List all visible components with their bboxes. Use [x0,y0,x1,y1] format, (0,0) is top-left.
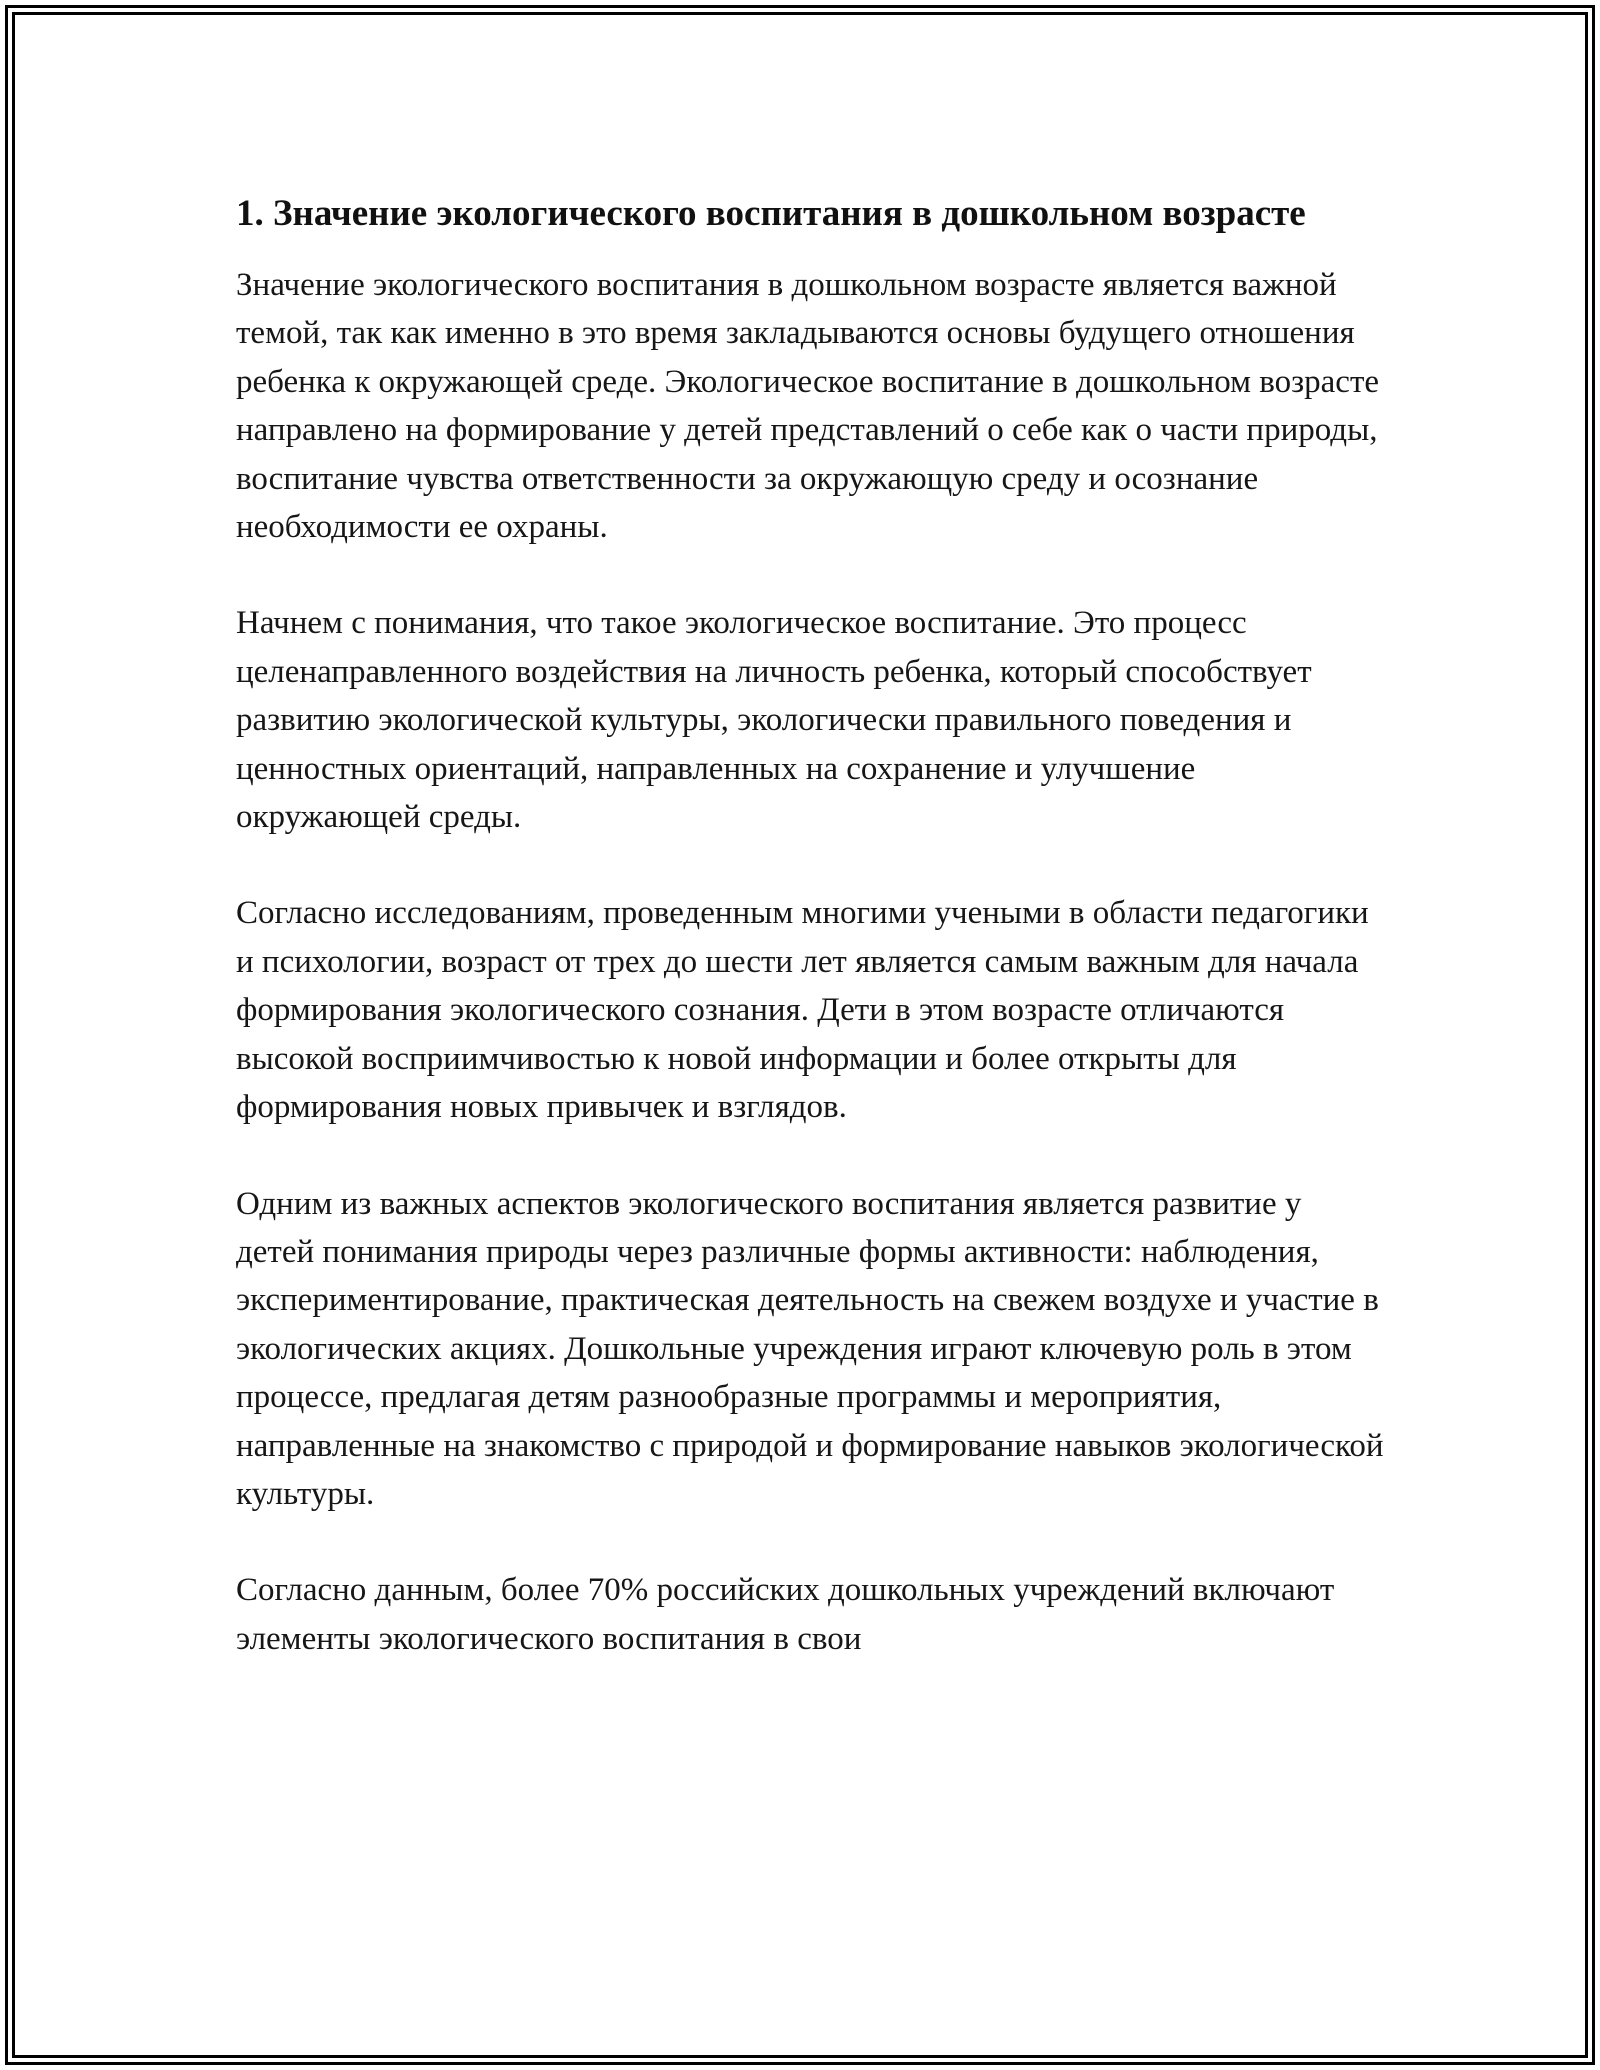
paragraph-1: Значение экологического воспитания в дошкольном возрасте является важной темой, так как именно в это время закладываются основы будущего отношения ребенка к окружающей среде. Экологическое воспитание в дошкольном возрасте направлено на формирование у детей представлений о себе как о части природы, воспитание чувства ответственности за окружающую среду и осознание необходимости ее охраны. [236,267,1380,546]
paragraph-2: Начнем с понимания, что такое экологическое воспитание. Это процесс целенаправленного воздействия на личность ребенка, который способствует развитию экологической культуры, экологически правильного поведения и ценностных ориентаций, направленных на сохранение и улучшение окружающей среды. [236,605,1312,836]
document-body [236,186,1386,1711]
paragraph-5: Согласно данным, более 70% российских дошкольных учреждений включают элементы экологического воспитания в свои [236,1572,1335,1657]
paragraph-3: Согласно исследованиям, проведенным многими учеными в области педагогики и психологии, возраст от трех до шести лет является самым важным для начала формирования экологического сознания. Дети в этом возрасте отличаются высокой восприимчивостью к новой информации и более открыты для формирования новых привычек и взглядов. [236,895,1369,1126]
paragraph-4: Одним из важных аспектов экологического воспитания является развитие у детей понимания природы через различные формы активности: наблюдения, экспериментирование, практическая деятельность на свежем воздухе и участие в экологических акциях. Дошкольные учреждения играют ключевую роль в этом процессе, предлагая детям разнообразные программы и мероприятия, направленные на знакомство с природой и формирование навыков экологической культуры. [236,1185,1384,1512]
section-heading: 1. Значение экологического воспитания в дошкольном возрасте [236,193,1306,234]
